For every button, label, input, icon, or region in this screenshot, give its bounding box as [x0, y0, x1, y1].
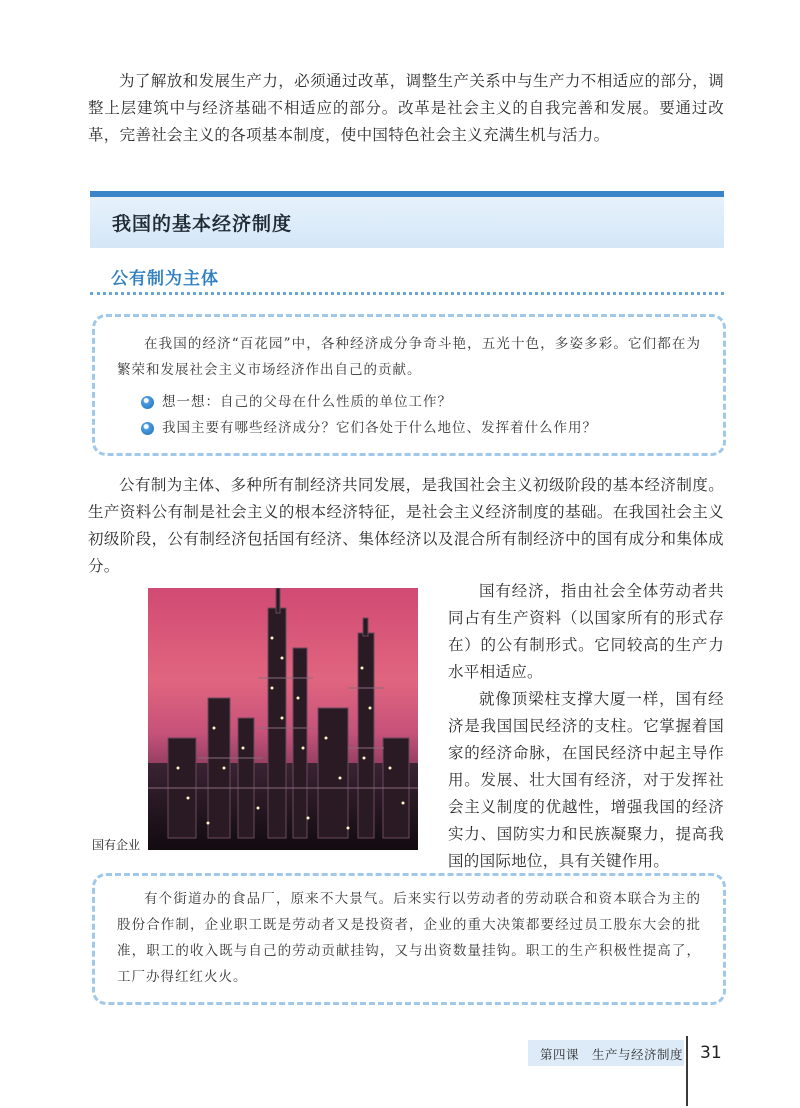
refinery-illustration [148, 588, 418, 850]
bullet-icon [141, 422, 154, 435]
subsection-title: 公有制为主体 [111, 269, 219, 289]
body-paragraph: 国有经济，指由社会全体劳动者共同占有生产资料（以国家所有的形式存在）的公有制形式。它同较高的生产力水平相适应。 [448, 582, 724, 681]
question-text: 想一想：自己的父母在什么性质的单位工作？ [162, 394, 452, 410]
body-paragraph: 公有制为主体、多种所有制经济共同发展，是我国社会主义初级阶段的基本经济制度。生产资料公有制是社会主义的根本经济特征，是社会主义经济制度的基础。在我国社会主义初级阶段，公有制经济包括国有经济、集体经济以及混合所有制经济中的国有成分和集体成分。 [88, 476, 724, 575]
intro-paragraph: 为了解放和发展生产力，必须通过改革，调整生产关系中与生产力不相适应的部分，调整上层建筑中与经济基础不相适应的部分。改革是社会主义的自我完善和发展。要通过改革，完善社会主义的各项基本制度，使中国特色社会主义充满生机与活力。 [88, 72, 724, 144]
question-item [141, 389, 452, 415]
refinery-photo [148, 588, 418, 850]
section-title: 我国的基本经济制度 [112, 213, 293, 235]
body-paragraph: 就像顶梁柱支撑大厦一样，国有经济是我国国民经济的支柱。它掌握着国家的经济命脉，在国民经济中起主导作用。发展、壮大国有经济，对于发挥社会主义制度的优越性，增强我国的经济实力、国防实力和民族凝聚力，提高我国的国际地位，具有关键作用。 [448, 690, 724, 870]
case-box-text: 有个街道办的食品厂，原来不大景气。后来实行以劳动者的劳动联合和资本联合为主的股份合作制，企业职工既是劳动者又是投资者，企业的重大决策都要经过员工股东大会的批准，职工的收入既与自己的劳动贡献挂钩，又与出资数量挂钩。职工的生产积极性提高了，工厂办得红红火火。 [117, 891, 701, 985]
case-box [92, 873, 726, 1005]
footer-chapter-label: 第四课 生产与经济制度 [540, 1047, 684, 1062]
question-text: 我国主要有哪些经济成分？它们各处于什么地位、发挥着什么作用？ [162, 420, 597, 436]
question-item [141, 415, 597, 441]
photo-caption: 国有企业 [92, 838, 141, 852]
footer-divider [686, 1036, 688, 1106]
page-number: 31 [700, 1043, 722, 1063]
bullet-icon [141, 396, 154, 409]
activity-box-text: 在我国的经济“百花园”中，各种经济成分争奇斗艳，五光十色，多姿多彩。它们都在为繁荣和发展社会主义市场经济作出自己的贡献。 [117, 336, 701, 378]
dotted-divider [90, 292, 724, 295]
activity-box [92, 314, 726, 456]
